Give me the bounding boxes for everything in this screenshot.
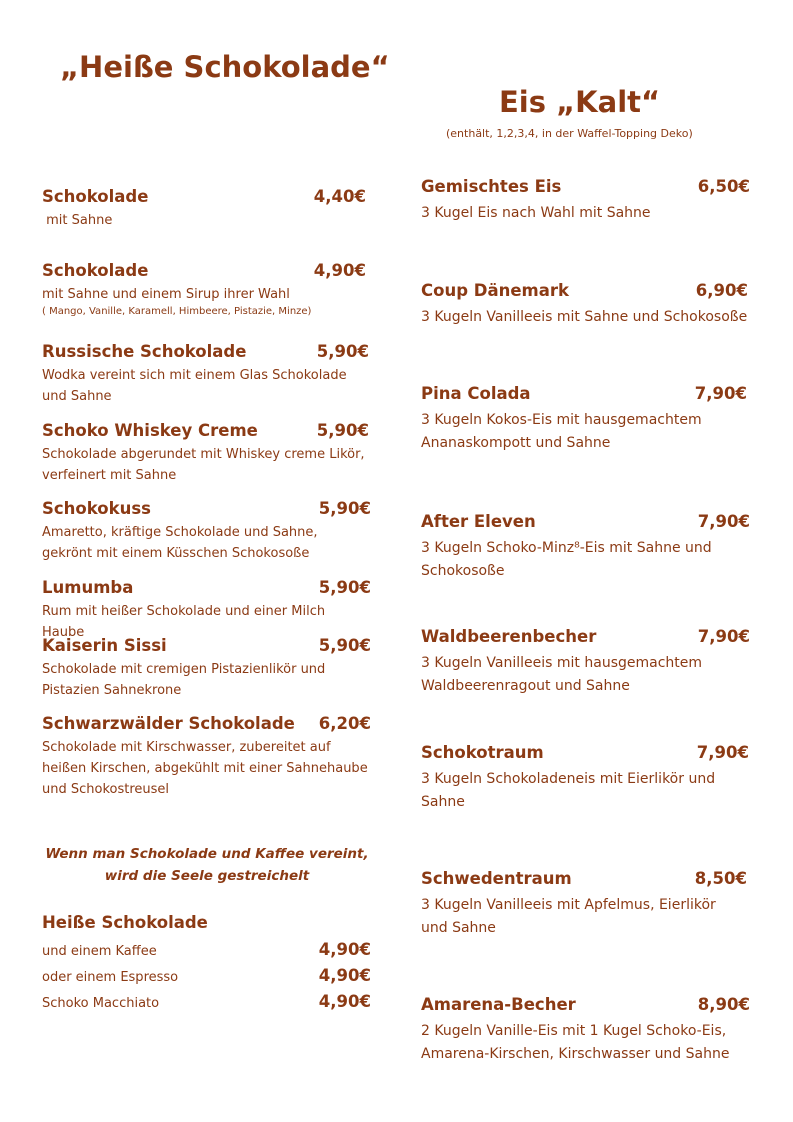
slogan-line: wird die Seele gestreichelt (104, 868, 310, 884)
combo-title (42, 913, 208, 932)
item-description: Schokolade mit Kirschwasser, zubereitet auf heißen Kirschen, abgekühlt mit einer Sahnehaube und Schokostreusel (42, 740, 368, 797)
item-name: Lumumba (42, 578, 134, 597)
combo-label: und einem Kaffee (42, 944, 157, 959)
menu-item (421, 512, 750, 583)
menu-item (421, 281, 748, 329)
item-name: Schwedentraum (421, 869, 572, 888)
item-name: Kaiserin Sissi (42, 636, 167, 655)
combo-row (42, 966, 371, 985)
item-description: Schokolade mit cremigen Pistazienlikör und Pistazien Sahnekrone (42, 662, 326, 698)
item-price: 6,50€ (697, 177, 750, 196)
item-price: 8,90€ (697, 995, 750, 1014)
item-description: 3 Kugeln Schokoladeneis mit Eierlikör und Sahne (421, 771, 716, 810)
item-description: Schokolade abgerundet mit Whiskey creme Likör, verfeinert mit Sahne (42, 447, 365, 483)
item-price: 7,90€ (694, 384, 747, 403)
menu-item (421, 869, 747, 940)
item-price: 7,90€ (696, 743, 749, 762)
menu-item (421, 384, 747, 455)
menu-item (42, 342, 369, 407)
item-description: 3 Kugeln Vanilleeis mit Sahne und Schokosoße (421, 309, 748, 325)
item-name: Schokolade (42, 187, 149, 206)
menu-item (42, 421, 369, 486)
item-description: mit Sahne und einem Sirup ihrer Wahl (42, 287, 290, 302)
menu-item (421, 743, 749, 814)
hot-chocolate-title: „Heiße Schokolade“ (60, 50, 390, 84)
item-description: 3 Kugel Eis nach Wahl mit Sahne (421, 205, 651, 221)
item-price: 6,90€ (695, 281, 748, 300)
item-name: Amarena-Becher (421, 995, 576, 1014)
item-price: 7,90€ (697, 627, 750, 646)
combo-label: oder einem Espresso (42, 970, 179, 985)
combo-price: 4,90€ (318, 966, 371, 985)
item-price: 7,90€ (697, 512, 750, 531)
ice-cream-title: Eis „Kalt“ (499, 85, 661, 119)
item-price: 4,40€ (313, 187, 366, 206)
item-description: Amaretto, kräftige Schokolade und Sahne, gekrönt mit einem Küsschen Schokosoße (42, 525, 318, 561)
item-name: Schokotraum (421, 743, 544, 762)
item-note: ( Mango, Vanille, Karamell, Himbeere, Pistazie, Minze) (42, 306, 312, 317)
item-name: Waldbeerenbecher (421, 627, 597, 646)
menu-item (42, 636, 371, 701)
item-price: 5,90€ (318, 578, 371, 597)
item-name: Schwarzwälder Schokolade (42, 714, 295, 733)
item-name: Gemischtes Eis (421, 177, 562, 196)
item-name: Pina Colada (421, 384, 531, 403)
combo-row (42, 940, 371, 959)
menu-item (42, 499, 371, 564)
menu-item (42, 578, 371, 643)
item-description: 3 Kugeln Vanilleeis mit hausgemachtem Waldbeerenragout und Sahne (421, 655, 703, 694)
item-price: 5,90€ (316, 342, 369, 361)
item-price: 4,90€ (313, 261, 366, 280)
ice-cream-subtitle: (enthält, 1,2,3,4, in der Waffel-Topping Deko) (446, 127, 693, 140)
item-description: 2 Kugeln Vanille-Eis mit 1 Kugel Schoko-Eis, Amarena-Kirschen, Kirschwasser und Sahne (421, 1023, 730, 1062)
item-name: Russische Schokolade (42, 342, 247, 361)
item-name: Schoko Whiskey Creme (42, 421, 258, 440)
item-name: Coup Dänemark (421, 281, 569, 300)
menu-item (42, 187, 366, 231)
slogan (42, 843, 372, 887)
combo-price: 4,90€ (318, 940, 371, 959)
combo-title-text: Heiße Schokolade (42, 913, 208, 932)
combo-row (42, 992, 371, 1011)
combo-label: Schoko Macchiato (42, 996, 160, 1011)
item-description: Wodka vereint sich mit einem Glas Schokolade und Sahne (42, 368, 347, 404)
item-name: Schokolade (42, 261, 149, 280)
item-description: mit Sahne (42, 213, 113, 228)
item-description: Rum mit heißer Schokolade und einer Milch Haube (42, 604, 326, 640)
item-price: 5,90€ (316, 421, 369, 440)
slogan-line: Wenn man Schokolade und Kaffee vereint, (45, 846, 369, 862)
item-price: 5,90€ (318, 636, 371, 655)
menu-item (421, 177, 750, 225)
menu-item (421, 995, 750, 1066)
item-description: 3 Kugeln Schoko-Minz⁸-Eis mit Sahne und Schokosoße (421, 540, 712, 579)
item-price: 5,90€ (318, 499, 371, 518)
item-name: After Eleven (421, 512, 536, 531)
item-price: 6,20€ (318, 714, 371, 733)
item-price: 8,50€ (694, 869, 747, 888)
menu-item (42, 261, 366, 319)
menu-item (42, 714, 371, 800)
combo-price: 4,90€ (318, 992, 371, 1011)
item-description: 3 Kugeln Kokos-Eis mit hausgemachtem Ananaskompott und Sahne (421, 412, 702, 451)
menu-item (421, 627, 750, 698)
item-name: Schokokuss (42, 499, 151, 518)
item-description: 3 Kugeln Vanilleeis mit Apfelmus, Eierlikör und Sahne (421, 897, 716, 936)
